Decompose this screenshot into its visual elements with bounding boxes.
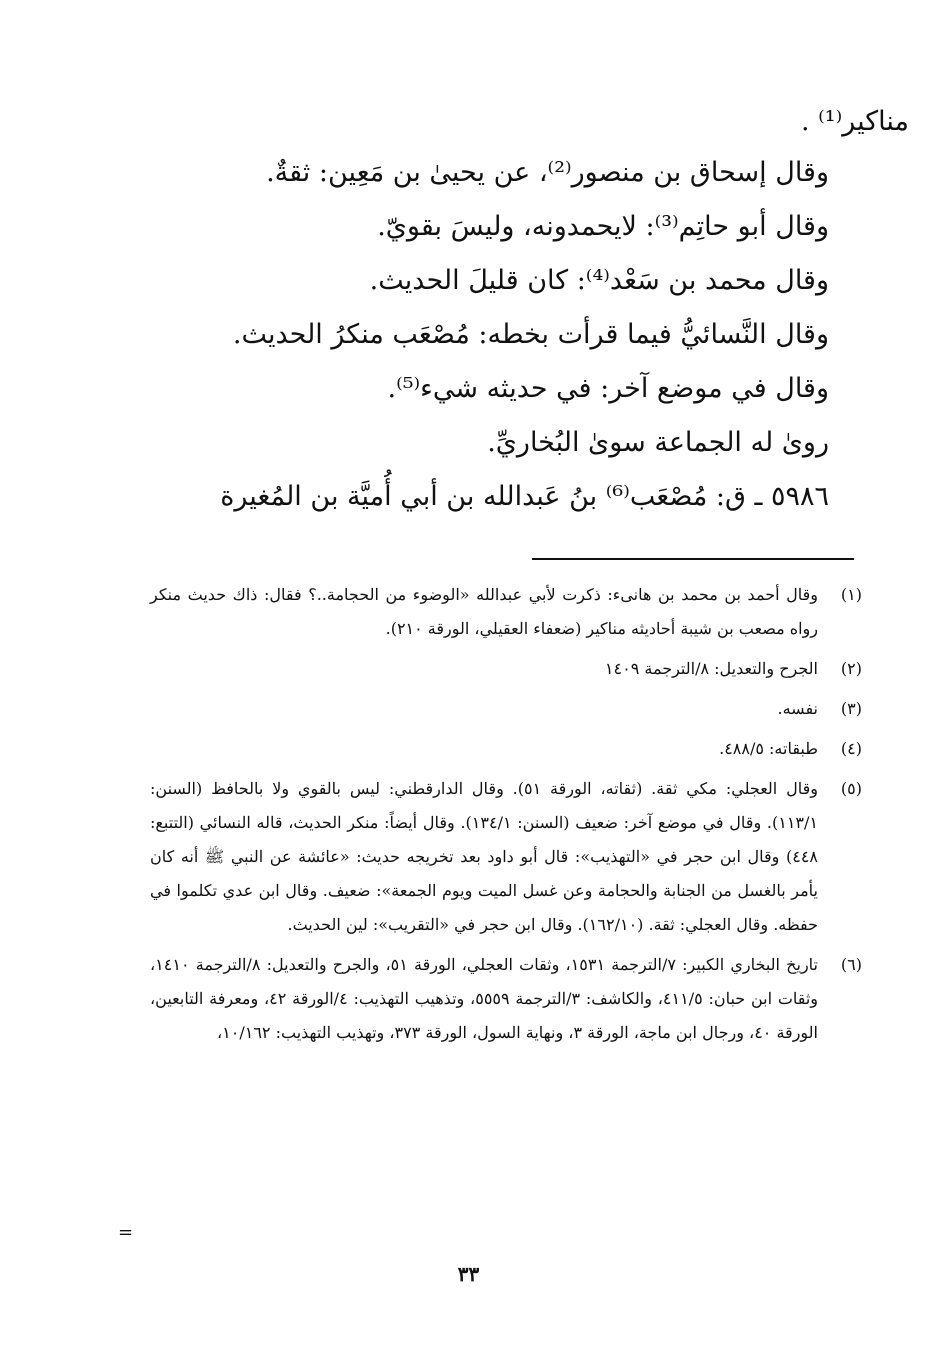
- footnote-text: وقال أحمد بن محمد بن هانىء: ذكرت لأبي عبدالله «الوضوء من الحجامة..؟ فقال: ذاك حديث منكر رواه مصعب بن شيبة أحاديثه مناكير (ضعفاء العقيلي، الورقة ٢١٠).: [150, 585, 819, 638]
- footnote-4: [150, 732, 862, 766]
- main-line: وقال النَّسائيُّ فيما قرأت بخطه: مُصْعَب منكرُ الحديث.: [232, 319, 829, 350]
- footnote-1: [150, 578, 862, 646]
- footnote-text: وقال العجلي: مكي ثقة. (ثقاته، الورقة ٥١). وقال الدارقطني: ليس بالقوي ولا بالحافظ (السنن: ١١٣/١). وقال في موضع آخر: ضعيف (السنن: ١٣٤/١). وقال أيضاً: منكر الحديث، قاله النسائي (التتبع: ٤٤٨) وقال ابن حجر في «التهذيب»: قال أبو داود بعد تخريجه حديث: «عائشة عن النبي ﷺ أنه كان يأمر بالغسل من الجنابة والحجامة وعن غسل الميت ويوم الجمعة»: ضعيف. وقال ابن عدي تكلموا في حفظه. وقال العجلي: ثقة. (١٦٢/١٠). وقال ابن حجر في «التقريب»: لين الحديث.: [150, 779, 818, 934]
- footnote-number: (٢): [840, 659, 862, 678]
- footnote-number: (٥): [840, 779, 862, 798]
- entry-heading: ٥٩٨٦ ـ ق: مُصْعَب⁽⁶⁾ بنُ عَبدالله بن أبي أُميَّة بن المُغيرة: [220, 481, 829, 512]
- main-line: وقال أبو حاتِم⁽³⁾: لايحمدونه، وليسَ بقويّ.: [377, 211, 829, 242]
- main-line: وقال محمد بن سَعْد⁽⁴⁾: كان قليلَ الحديث.: [369, 265, 829, 296]
- footnote-divider: [532, 558, 854, 560]
- footnotes: [150, 578, 862, 1056]
- footnote-5: [150, 772, 862, 942]
- footnote-number: (٦): [840, 955, 862, 974]
- footnote-number: (١): [840, 585, 862, 604]
- footnote-text: الجرح والتعديل: ٨/الترجمة ١٤٠٩: [604, 659, 818, 678]
- page-number: ٣٣: [457, 1262, 480, 1286]
- footnote-number: (٣): [840, 699, 862, 718]
- continuation-mark: =: [118, 1222, 134, 1243]
- main-line: روىٰ له الجماعة سوىٰ البُخاريِّ.: [487, 427, 829, 458]
- footnote-number: (٤): [840, 739, 862, 758]
- main-line-continuation: مناكير⁽¹⁾ .: [801, 106, 909, 137]
- main-line: وقال في موضع آخر: في حديثه شيء⁽⁵⁾.: [387, 373, 829, 404]
- footnote-text: نفسه.: [777, 699, 818, 718]
- main-text: [129, 98, 909, 524]
- footnote-text: طبقاته: ٤٨٨/٥.: [719, 739, 818, 758]
- footnote-3: [150, 692, 862, 726]
- footnote-6: [150, 948, 862, 1050]
- footnote-text: تاريخ البخاري الكبير: ٧/الترجمة ١٥٣١، وثقات العجلي، الورقة ٥١، والجرح والتعديل: ٨/الترجمة ١٤١٠، وثقات ابن حبان: ٤١١/٥، والكاشف: ٣/الترجمة ٥٥٥٩، وتذهيب التهذيب: ٤/الورقة ٤٢، ومعرفة التابعين، الورقة ٤٠، ورجال ابن ماجة، الورقة ٣، ونهاية السول، الورقة ٣٧٣، وتهذيب التهذيب: ١٠/١٦٢،: [150, 955, 819, 1042]
- main-line: وقال إسحاق بن منصور⁽²⁾، عن يحيىٰ بن مَعِين: ثقةٌ.: [266, 157, 829, 188]
- footnote-2: [150, 652, 862, 686]
